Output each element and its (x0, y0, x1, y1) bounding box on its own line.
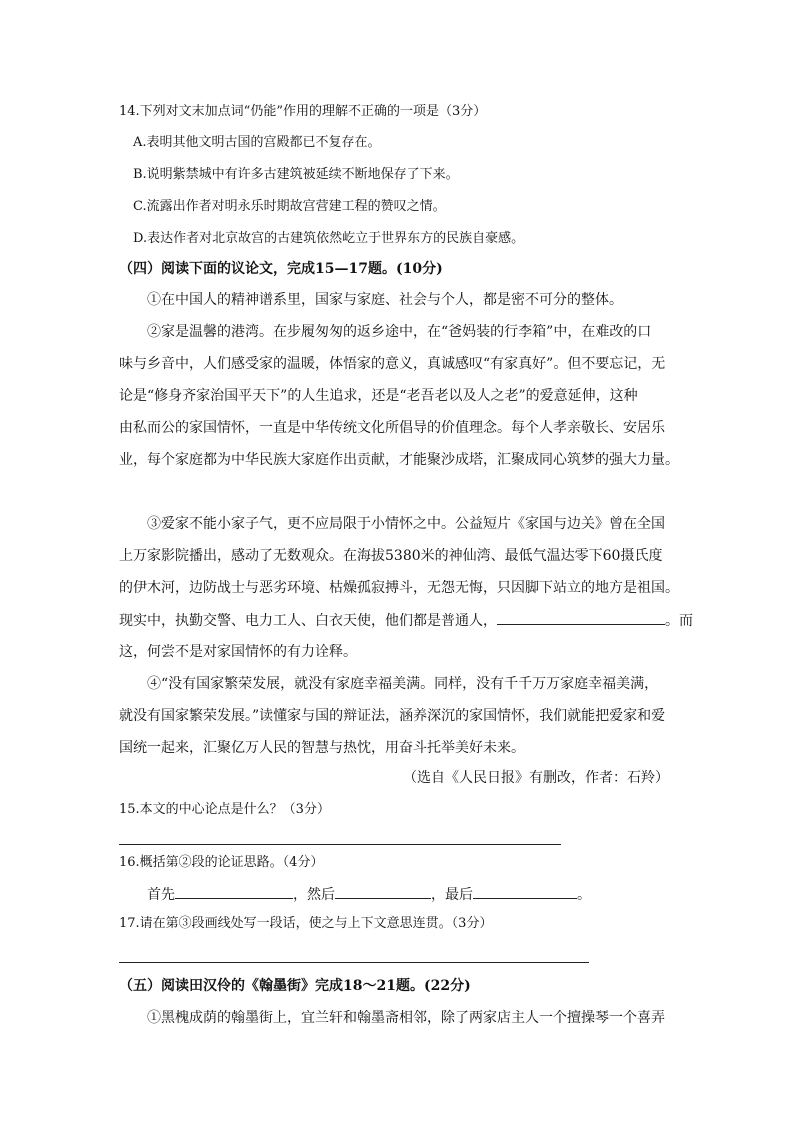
section4-paragraph-3-line-4-text: 现实中，执勤交警、电力工人、白衣天使，他们都是普通人， (119, 613, 497, 629)
q17-answer-blank[interactable] (497, 610, 665, 625)
section4-paragraph-3-line-1: ③爱家不能小家子气，更不应局限于小情怀之中。公益短片《家国与边关》曾在全国 (147, 516, 665, 532)
q14-option-b: B.说明紫禁城中有许多古建筑被延续不断地保存了下来。 (133, 167, 459, 182)
section4-paragraph-3-line-4-end: 。而 (665, 613, 693, 629)
section4-paragraph-2-line-4: 由私而公的家国情怀，一直是中华传统文化所倡导的价值理念。每个人孝亲敬长、安居乐 (119, 420, 665, 436)
q14-option-c: C.流露出作者对明永乐时期故宫营建工程的赞叹之情。 (133, 199, 446, 214)
source-citation: （选自《人民日报》有删改，作者：石羚） (403, 770, 669, 786)
q16-first-blank[interactable] (175, 884, 293, 899)
section4-paragraph-3-line-2: 上万家影院播出，感动了无数观众。在海拔5380米的神仙湾、最低气温达零下60摄氏度 (119, 548, 663, 564)
section4-paragraph-3-line-5: 这，何尝不是对家国情怀的有力诠释。 (119, 644, 357, 660)
q16-first-label: 首先 (147, 887, 175, 903)
section4-paragraph-2-line-1: ②家是温馨的港湾。在步履匆匆的返乡途中，在“爸妈装的行李箱”中，在难改的口 (147, 324, 652, 340)
q16-last-label: ，最后 (431, 887, 473, 903)
q17-answer-line[interactable] (119, 962, 589, 963)
q16-last-blank[interactable] (473, 884, 577, 899)
section4-paragraph-1: ①在中国人的精神谱系里，国家与家庭、社会与个人，都是密不可分的整体。 (147, 292, 623, 308)
section4-paragraph-2-line-2: 味与乡音中，人们感受家的温暖，体悟家的意义，真诚感叹“有家真好”。但不要忘记，无 (119, 356, 666, 372)
q17-stem: 17.请在第③段画线处写一段话，使之与上下文意思连贯。（3分） (119, 916, 493, 931)
q15-answer-line[interactable] (119, 844, 561, 845)
q15-stem: 15.本文的中心论点是什么？（3分） (119, 802, 330, 817)
q14-option-a: A.表明其他文明古国的宫殿都已不复存在。 (133, 135, 381, 150)
section4-paragraph-4-line-2: 就没有国家繁荣发展。”读懂家与国的辩证法，涵养深沉的家国情怀，我们就能把爱家和爱 (119, 708, 666, 724)
q16-then-label: ，然后 (293, 887, 335, 903)
section4-heading: （四）阅读下面的议论文，完成15—17题。(10分) (119, 261, 443, 277)
section4-paragraph-2-line-5: 业，每个家庭都为中华民族大家庭作出贡献，才能聚沙成塔，汇聚成同心筑梦的强大力量。 (119, 452, 679, 468)
q16-period: 。 (577, 887, 591, 903)
q16-then-blank[interactable] (335, 884, 431, 899)
q16-answer-row (147, 884, 591, 905)
section4-paragraph-2-line-3: 论是“修身齐家治国平天下”的人生追求，还是“老吾老以及人之老”的爱意延伸，这种 (119, 388, 638, 404)
section4-paragraph-3-line-3: 的伊木河，边防战士与恶劣环境、枯燥孤寂搏斗，无怨无悔，只因脚下站立的地方是祖国。 (119, 580, 679, 596)
section5-heading: （五）阅读田汉伶的《翰墨街》完成18～21题。(22分) (119, 978, 471, 994)
q14-option-d: D.表达作者对北京故宫的古建筑依然屹立于世界东方的民族自豪感。 (133, 231, 525, 246)
section5-paragraph-1: ①黑槐成荫的翰墨街上，宜兰轩和翰墨斋相邻，除了两家店主人一个擅操琴一个喜弄 (147, 1010, 665, 1026)
section4-paragraph-3-line-4 (119, 610, 693, 631)
q16-stem: 16.概括第②段的论证思路。（4分） (119, 855, 324, 870)
section4-paragraph-4-line-1: ④“没有国家繁荣发展，就没有家庭幸福美满。同样，没有千千万万家庭幸福美满， (147, 676, 659, 692)
section4-paragraph-4-line-3: 国统一起来，汇聚亿万人民的智慧与热忱，用奋斗托举美好未来。 (119, 740, 525, 756)
q14-stem: 14.下列对文末加点词“仍能”作用的理解不正确的一项是（3分） (119, 104, 487, 119)
